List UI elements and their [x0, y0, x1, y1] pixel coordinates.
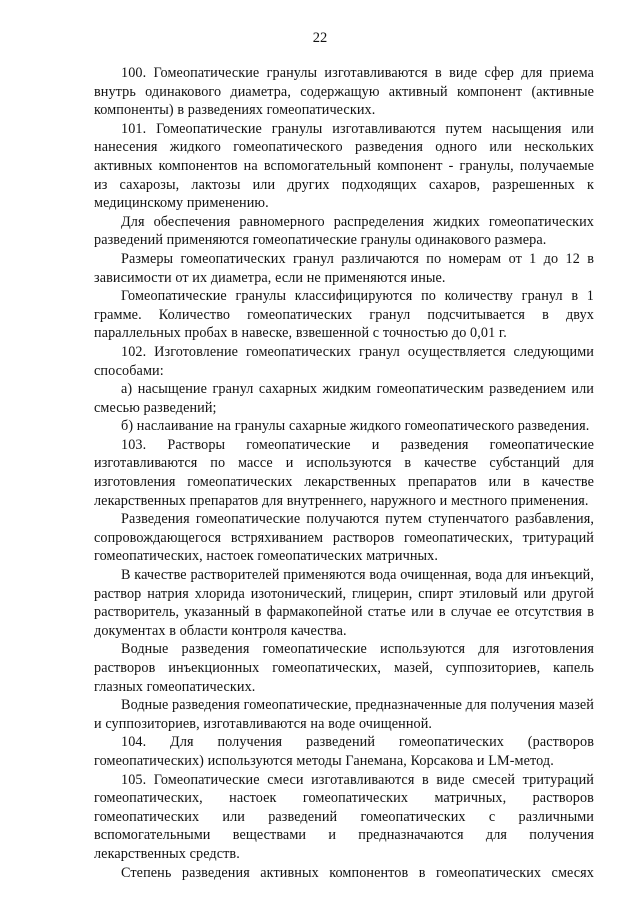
- paragraph-102: 102. Изготовление гомеопатических гранул осуществляется следующими способами:: [94, 343, 594, 379]
- paragraph-103: 103. Растворы гомеопатические и разведения гомеопатические изготавливаются по массе и используются в качестве субстанций для изготовления гомеопатических лекарственных препаратов или в качестве лекарственных препаратов для внутреннего, наружного и местного применения.: [94, 436, 594, 509]
- paragraph-104: 104. Для получения разведений гомеопатических (растворов гомеопатических) используются методы Ганемана, Корсакова и LM-метод.: [94, 734, 594, 769]
- paragraph-solvents: В качестве растворителей применяются вода очищенная, вода для инъекций, раствор натрия хлорида изотонический, глицерин, спирт этиловый или другой растворитель, указанный в фармакопейной статье или в случае ее отсутствия в документах в области контроля качества.: [94, 567, 594, 639]
- paragraph-aqueous-dilutions: Водные разведения гомеопатические используются для изготовления растворов инъекционных гомеопатических, мазей, суппозиториев, капель глазных гомеопатических.: [94, 641, 594, 695]
- paragraph-105: 105. Гомеопатические смеси изготавливаются в виде смесей тритураций гомеопатических, настоек гомеопатических матричных, растворов гомеопатических или разведений гомеопатических с различными вспомогательными веществами и предназначаются для получения лекарственных средств.: [94, 771, 594, 862]
- paragraph-uniform-distribution: Для обеспечения равномерного распределения жидких гомеопатических разведений применяются гомеопатические гранулы одинакового размера.: [94, 213, 594, 249]
- paragraph-granule-classification: Гомеопатические гранулы классифицируются по количеству гранул в 1 грамме. Количество гомеопатических гранул подсчитывается в двух параллельных пробах в навеске, взвешенной с точностью до 0,01 г.: [94, 288, 594, 342]
- paragraph-100: 100. Гомеопатические гранулы изготавливаются в виде сфер для приема внутрь одинакового диаметра, содержащую активный компонент (активные компоненты) в разведениях гомеопатических.: [94, 65, 594, 119]
- paragraph-101: 101. Гомеопатические гранулы изготавливаются путем насыщения или нанесения жидкого гомеопатического разведения одного или нескольких активных компонентов на вспомогательный компонент - гранулы, получаемые из сахарозы, лактозы или других подходящих сахаров, разрешенных к медицинскому применению.: [94, 120, 594, 212]
- list-item-a: а) насыщение гранул сахарных жидким гомеопатическим разведением или смесью разведений;: [94, 381, 594, 416]
- list-item-b: б) наслаивание на гранулы сахарные жидкого гомеопатического разведения.: [121, 418, 590, 435]
- paragraph-aqueous-ointments: Водные разведения гомеопатические, предназначенные для получения мазей и суппозиториев, изготавливаются на воде очищенной.: [94, 697, 594, 732]
- paragraph-dilutions: Разведения гомеопатические получаются путем ступенчатого разбавления, сопровождающегося встряхиванием растворов гомеопатических, тритураций гомеопатических, настоек гомеопатических матричных.: [94, 511, 594, 565]
- document-body: [94, 64, 594, 882]
- paragraph-dilution-degree: Степень разведения активных компонентов в гомеопатических смесях: [121, 864, 594, 881]
- paragraph-granule-sizes: Размеры гомеопатических гранул различаются по номерам от 1 до 12 в зависимости от их диаметра, если не применяются иные.: [94, 250, 594, 286]
- page-number: 22: [312, 30, 328, 46]
